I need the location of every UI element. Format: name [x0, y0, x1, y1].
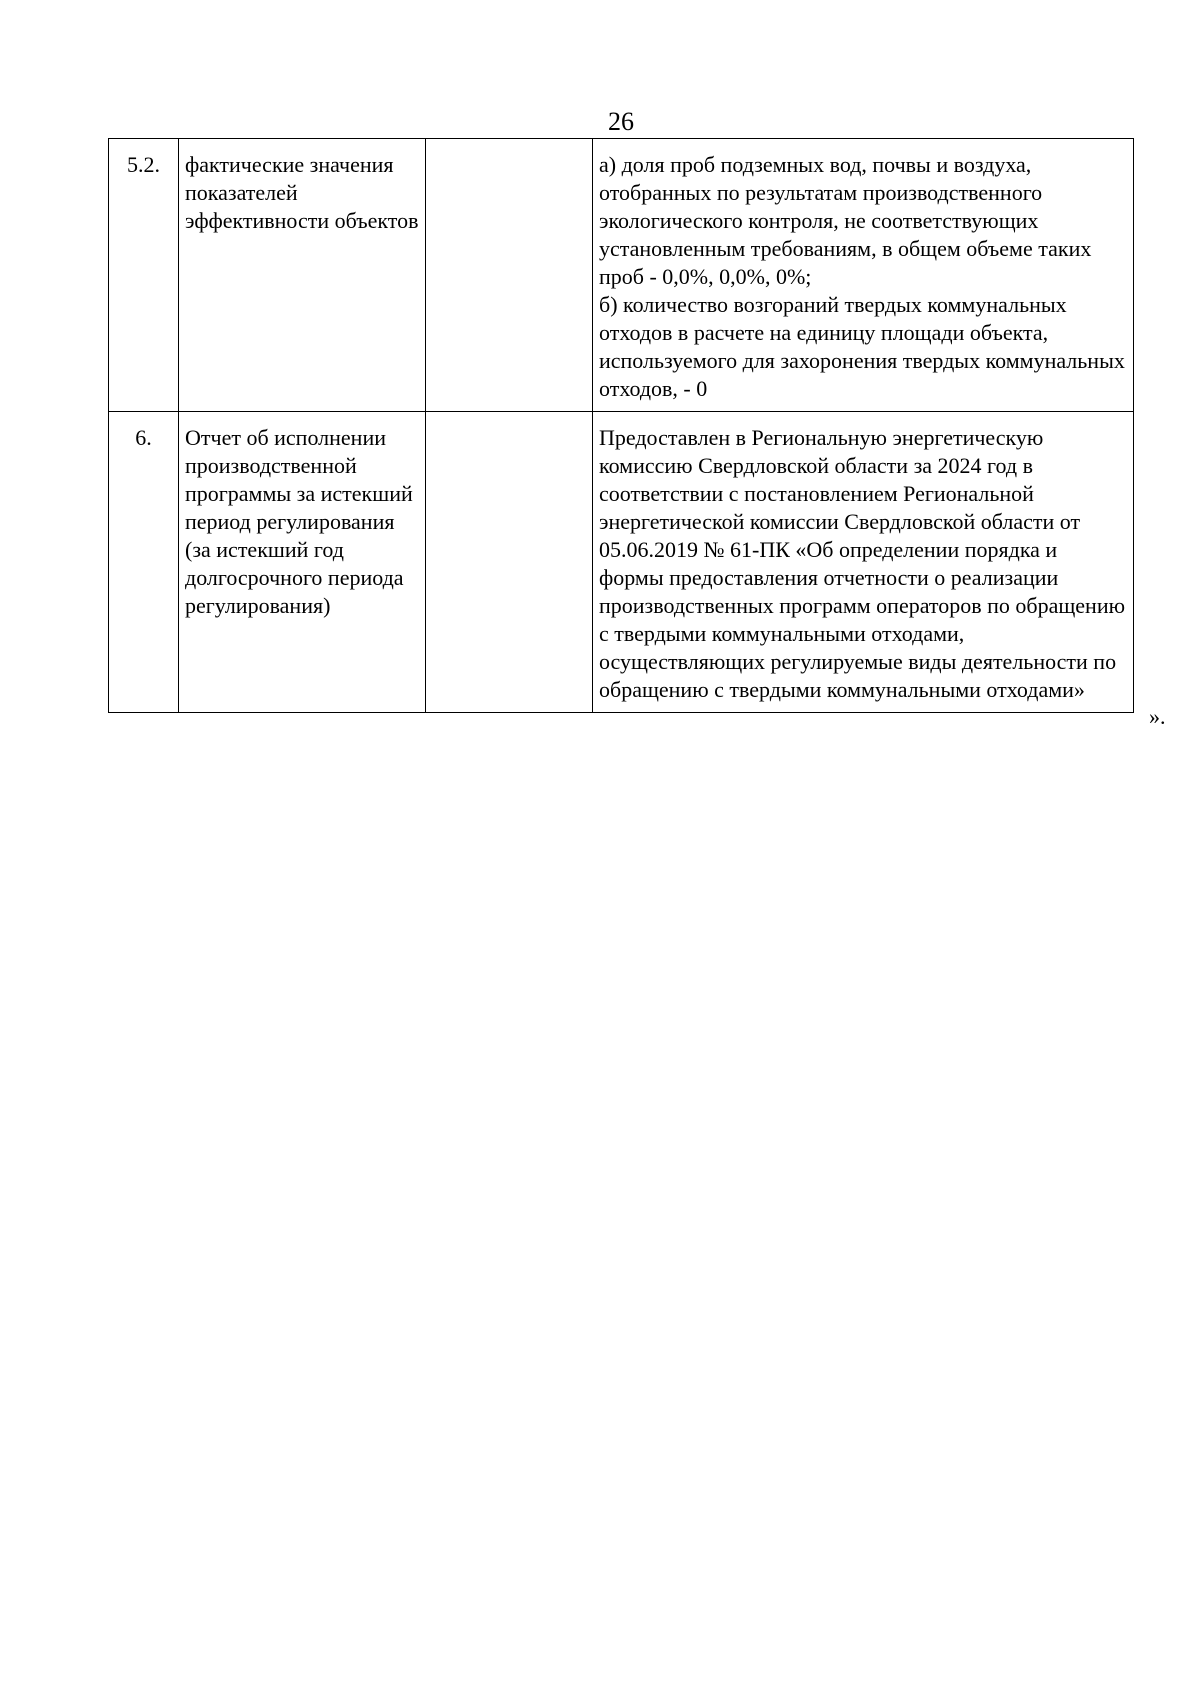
- row-value-cell: [593, 139, 1134, 412]
- row-number-cell: 6.: [109, 412, 179, 713]
- document-table: [108, 138, 1134, 713]
- row-value-cell: [593, 412, 1134, 713]
- row-name-cell: Отчет об исполнении производственной программы за истекший период регулирования (за истекший год долгосрочного периода регулирования): [179, 412, 426, 713]
- value-paragraph: Предоставлен в Региональную энергетическую комиссию Свердловской области за 2024 год в соответствии с постановлением Региональной энергетической комиссии Свердловской области от 05.06.2019 № 61-ПК «Об определении порядка и формы предоставления отчетности о реализации производственных программ операторов по обращению с твердыми коммунальными отходами, осуществляющих регулируемые виды деятельности по обращению с твердыми коммунальными отходами»: [599, 425, 1126, 702]
- row-name-cell: фактические значения показателей эффективности объектов: [179, 139, 426, 412]
- table-row: [109, 412, 1134, 713]
- value-paragraph: б) количество возгораний твердых коммунальных отходов в расчете на единицу площади объекта, используемого для захоронения твердых коммунальных отходов, - 0: [599, 292, 1125, 401]
- page-number: 26: [608, 107, 634, 136]
- value-paragraph: а) доля проб подземных вод, почвы и воздуха, отобранных по результатам производственного экологического контроля, не соответствующих установленным требованиям, в общем объеме таких проб - 0,0%, 0,0%, 0%;: [599, 152, 1092, 289]
- row-empty-cell: [426, 139, 593, 412]
- table-row: [109, 139, 1134, 412]
- closing-quote-mark: ».: [1149, 704, 1166, 729]
- row-number-cell: 5.2.: [109, 139, 179, 412]
- row-empty-cell: [426, 412, 593, 713]
